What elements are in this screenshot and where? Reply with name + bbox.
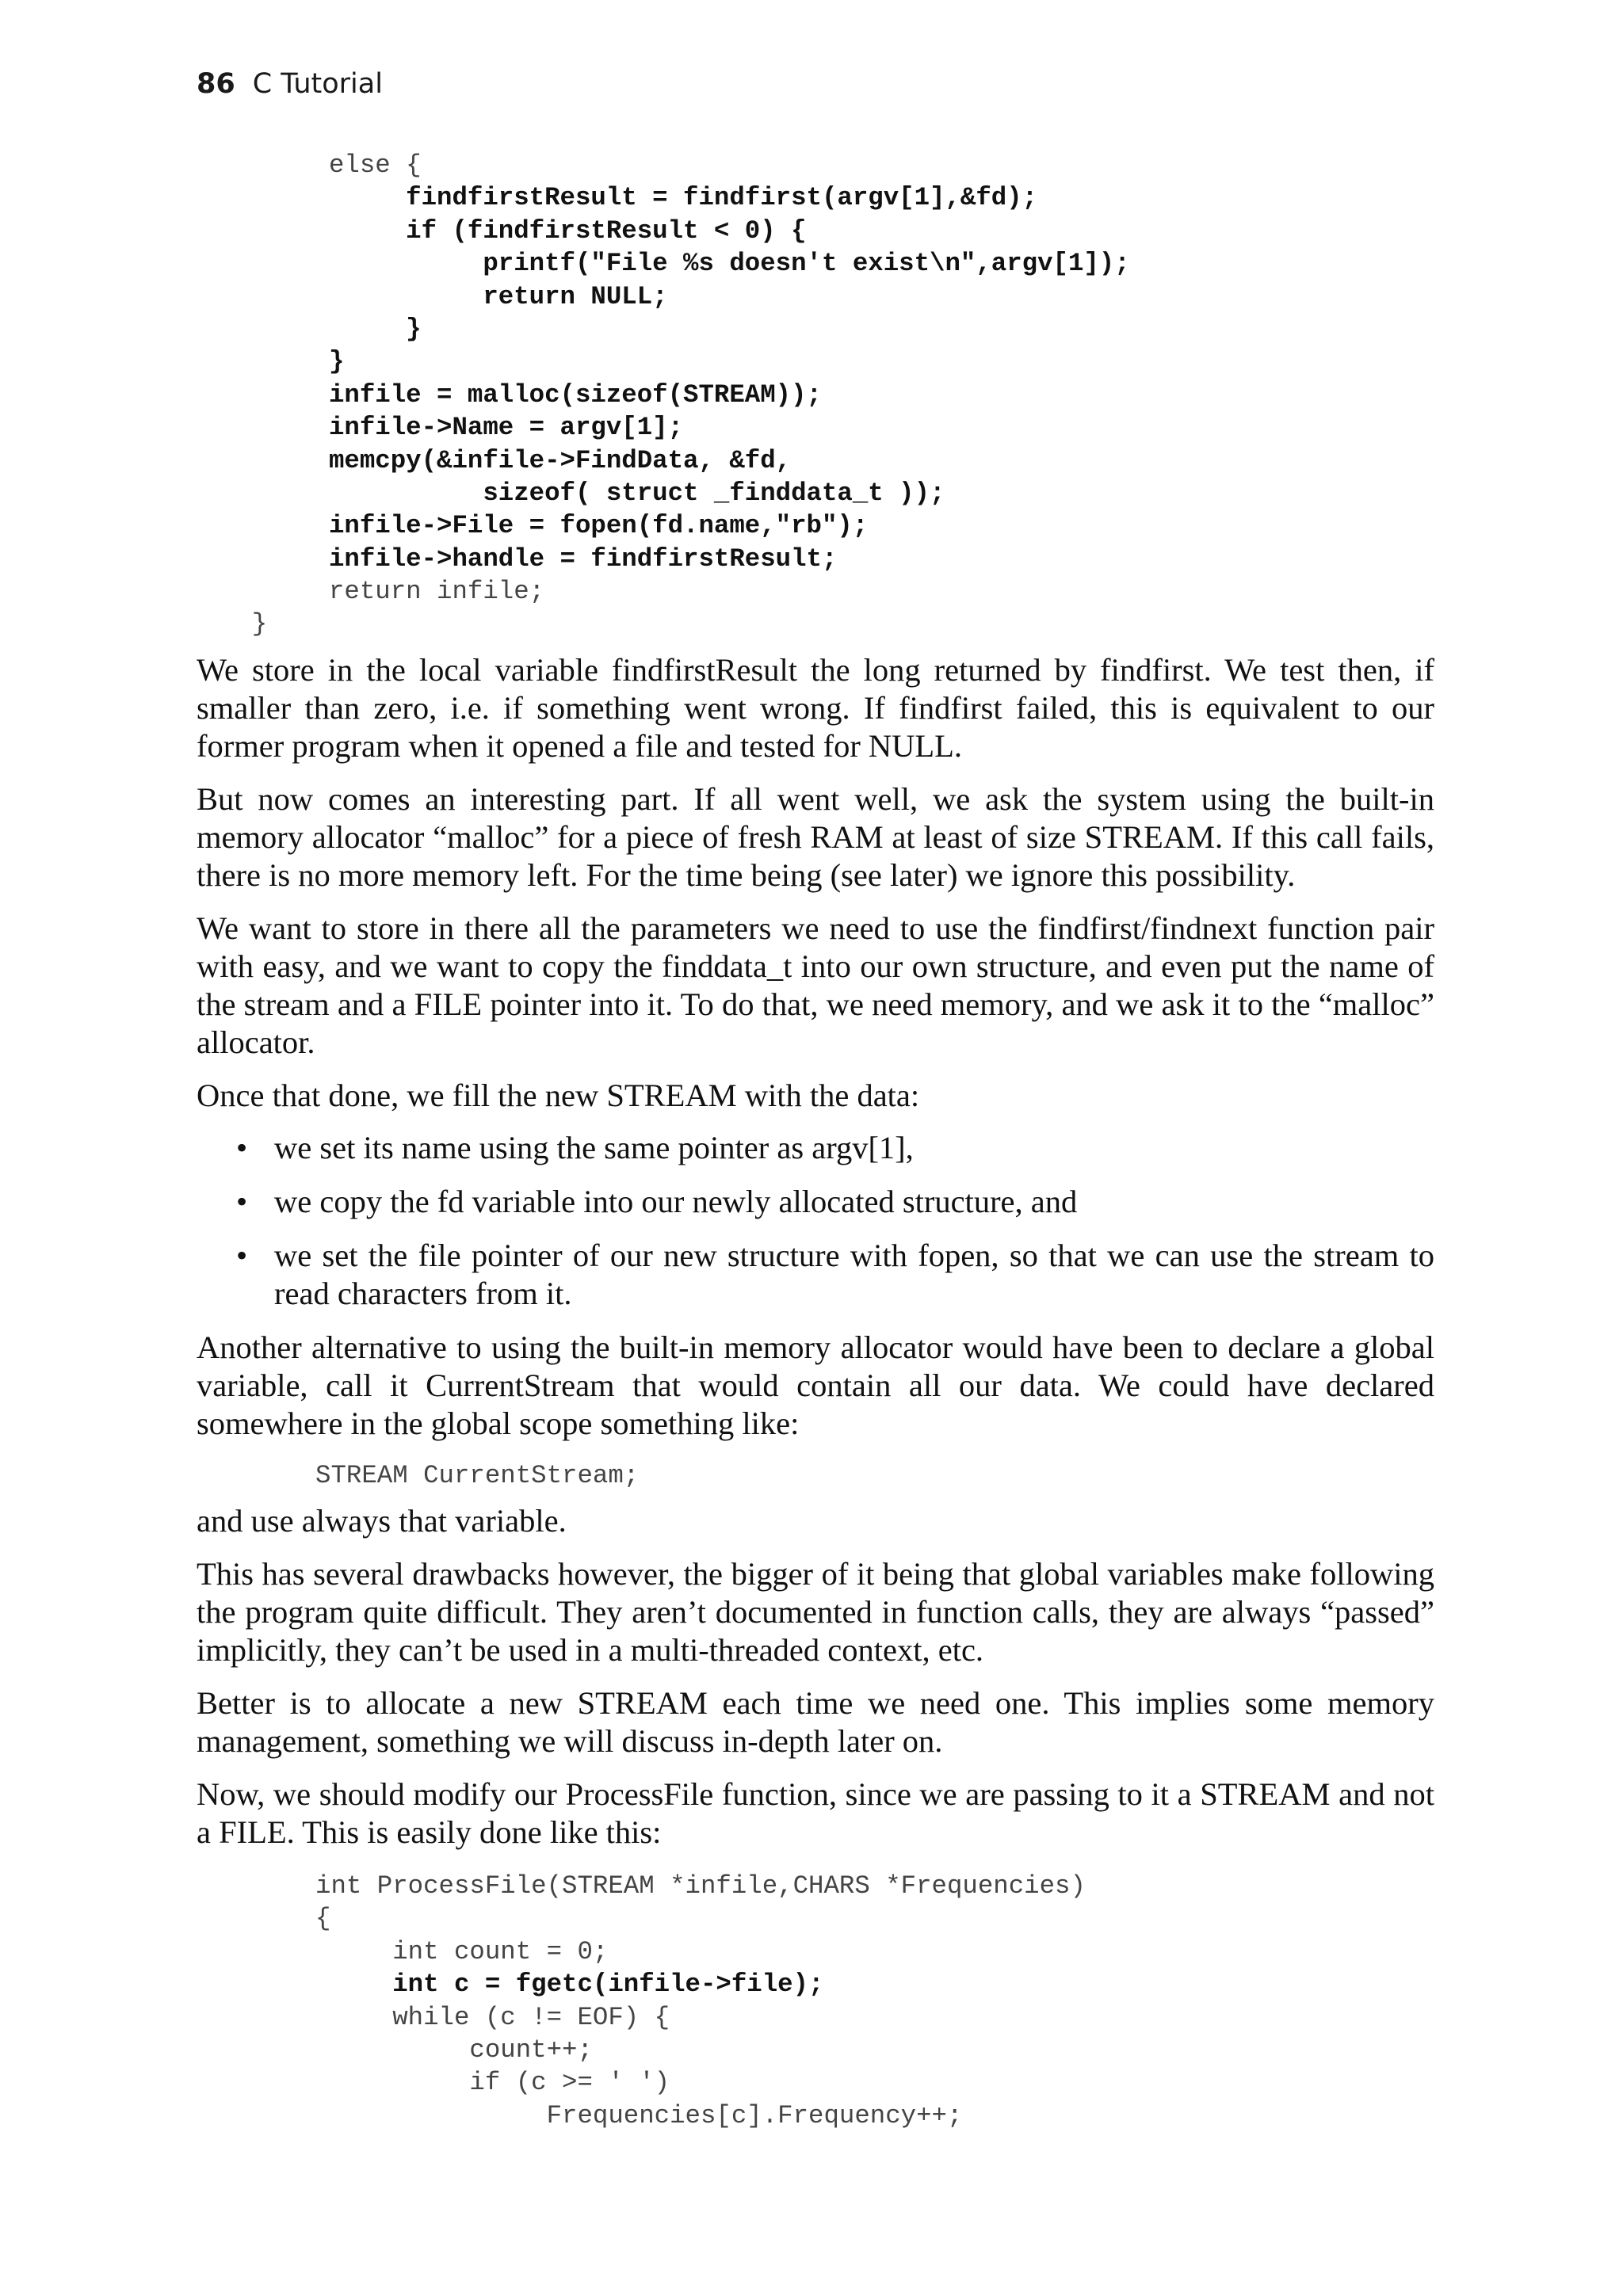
- running-header: [197, 68, 383, 100]
- code-line: int ProcessFile(STREAM *infile,CHARS *Frequencies): [315, 1871, 1086, 1901]
- paragraph: But now comes an interesting part. If all went well, we ask the system using the built-in memory allocator “malloc” for a piece of fresh RAM at least of size STREAM. If this call fails, there is no more memory left. For the time being (see later) we ignore this possibility.: [197, 781, 1434, 893]
- code-line: STREAM CurrentStream;: [315, 1461, 640, 1490]
- code-line: infile->handle = findfirstResult;: [190, 543, 838, 574]
- code-line: int c = fgetc(infile->file);: [315, 1970, 824, 2000]
- bullet-list: [197, 1129, 1434, 1313]
- paragraph: Another alternative to using the built-in memory allocator would have been to declare a global variable, call it CurrentStream that would contain all our data. We could have declared somewhere in the global scope something like:: [197, 1329, 1434, 1441]
- code-line: {: [315, 1904, 331, 1934]
- paragraph: We store in the local variable findfirstResult the long returned by findfirst. We test then, if smaller than zero, i.e. if something went wrong. If findfirst failed, this is equivalent to our former program when it opened a file and tested for NULL.: [197, 652, 1434, 764]
- code-line: int count = 0;: [315, 1936, 609, 1966]
- code-line: }: [190, 347, 345, 377]
- list-item: • we set the file pointer of our new structure with fopen, so that we can use the stream to read characters from it.: [236, 1238, 1434, 1311]
- code-line: return NULL;: [190, 281, 668, 311]
- paragraph: We want to store in there all the parameters we need to use the findfirst/findnext function pair with easy, and we want to copy the finddata_t into our own structure, and even put the name of the stream and a FILE pointer into it. To do that, we need memory, and we ask it to the “malloc” allocator.: [197, 910, 1434, 1060]
- paragraph: Better is to allocate a new STREAM each time we need one. This implies some memory management, something we will discuss in-depth later on.: [197, 1685, 1434, 1759]
- code-line: count++;: [315, 2035, 593, 2065]
- code-line: findfirstResult = findfirst(argv[1],&fd);: [190, 183, 1038, 213]
- bullet-icon: •: [236, 1184, 248, 1219]
- code-line: if (c >= ' '): [315, 2068, 670, 2098]
- paragraph: Once that done, we fill the new STREAM with the data:: [197, 1077, 920, 1113]
- code-line: return infile;: [190, 577, 545, 607]
- code-line: infile = malloc(sizeof(STREAM));: [190, 379, 822, 410]
- code-line: if (findfirstResult < 0) {: [190, 215, 807, 246]
- code-line: while (c != EOF) {: [315, 2002, 670, 2032]
- paragraph: This has several drawbacks however, the bigger of it being that global variables make following the program quite difficult. They aren’t documented in function calls, they are always “passed” implicitly, they can’t be used in a multi-threaded context, etc.: [197, 1556, 1434, 1668]
- code-block-mid: [315, 1459, 639, 1492]
- code-line: }: [190, 609, 268, 639]
- body-text-top: [197, 651, 1434, 1458]
- bullet-icon: •: [236, 1238, 248, 1273]
- paragraph: and use always that variable.: [197, 1503, 567, 1539]
- code-line: infile->Name = argv[1];: [190, 413, 684, 443]
- code-line: else {: [190, 151, 422, 180]
- code-block-top: [190, 149, 1130, 641]
- code-line: Frequencies[c].Frequency++;: [315, 2100, 963, 2130]
- code-line: sizeof( struct _finddata_t ));: [190, 478, 945, 508]
- page-number: 86: [197, 68, 235, 100]
- paragraph: Now, we should modify our ProcessFile function, since we are passing to it a STREAM and not a FILE. This is easily done like this:: [197, 1776, 1434, 1850]
- code-line: infile->File = fopen(fd.name,"rb");: [190, 511, 869, 541]
- book-title: C Tutorial: [252, 68, 383, 100]
- list-item: • we set its name using the same pointer as argv[1],: [236, 1130, 914, 1165]
- code-block-bottom: [315, 1870, 1086, 2132]
- code-line: printf("File %s doesn't exist\n",argv[1]);: [190, 249, 1130, 279]
- bullet-icon: •: [236, 1130, 248, 1165]
- code-line: }: [190, 314, 422, 344]
- list-item: • we copy the fd variable into our newly allocated structure, and: [236, 1184, 1078, 1219]
- code-line: memcpy(&infile->FindData, &fd,: [190, 445, 792, 475]
- body-text-bottom: [197, 1502, 1434, 1867]
